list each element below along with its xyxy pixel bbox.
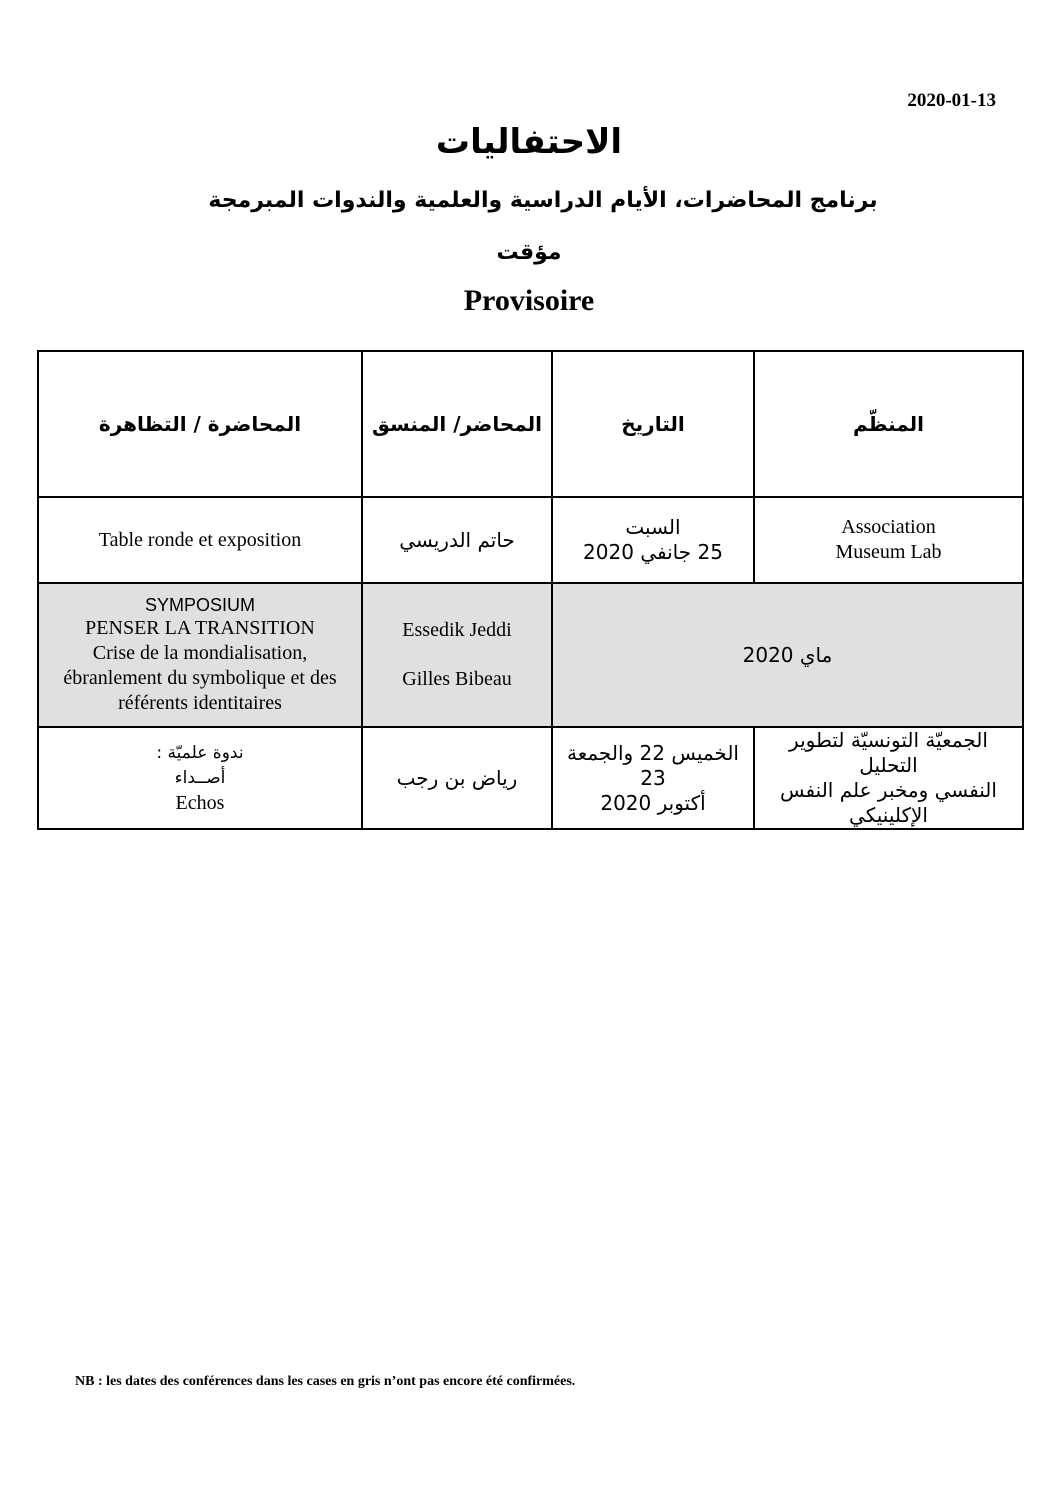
- header-date: التاريخ: [552, 351, 754, 497]
- speaker-name: Gilles Bibeau: [402, 668, 512, 690]
- organizer-line: Association: [841, 516, 936, 538]
- event-line: PENSER LA TRANSITION: [85, 617, 315, 639]
- document-date: 2020-01-13: [907, 90, 996, 111]
- organizer-line: النفسي ومخبر علم النفس: [780, 778, 997, 802]
- event-line: Crise de la mondialisation,: [92, 642, 308, 664]
- date-cell: [552, 727, 754, 829]
- speaker-name: رياض بن رجب: [396, 765, 518, 790]
- temporary-label-ar: مؤقت: [496, 240, 562, 265]
- speaker-cell: [362, 497, 552, 583]
- organizer-line: الإكلينيكي: [849, 803, 928, 827]
- date-cell: [552, 497, 754, 583]
- date-day: الخميس 22 والجمعة 23: [567, 740, 739, 790]
- program-table: [37, 350, 1024, 830]
- speaker-name: حاتم الدريسي: [399, 527, 515, 552]
- date-full: ماي 2020: [742, 642, 833, 667]
- speaker-name: Essedik Jeddi: [402, 619, 512, 641]
- event-cell: [38, 727, 362, 829]
- table-header-row: [38, 351, 1023, 497]
- header-organizer: المنظّم: [754, 351, 1023, 497]
- organizer-cell: [754, 497, 1023, 583]
- provisional-label: Provisoire: [463, 284, 595, 317]
- table-row: [38, 497, 1023, 583]
- organizer-cell: [754, 727, 1023, 829]
- date-day: السبت: [625, 515, 681, 539]
- event-text: Table ronde et exposition: [98, 528, 302, 551]
- organizer-line: Museum Lab: [835, 541, 942, 563]
- event-line: ébranlement du symbolique et des: [63, 667, 337, 689]
- page-title: الاحتفاليات: [435, 122, 623, 162]
- footnote: NB : les dates des conférences dans les cases en gris n’ont pas encore été confirmées.: [75, 1374, 576, 1389]
- event-line: ندوة علميّة :: [156, 742, 244, 763]
- event-line: référents identitaires: [118, 692, 282, 714]
- header-speaker: المحاضر/ المنسق: [362, 351, 552, 497]
- event-line: Echos: [175, 791, 225, 814]
- date-full: 25 جانفي 2020: [583, 540, 723, 564]
- header-event: المحاضرة / التظاهرة: [38, 351, 362, 497]
- event-title: SYMPOSIUM: [144, 595, 255, 615]
- event-line: أصــداء: [174, 767, 226, 788]
- speaker-cell: [362, 727, 552, 829]
- speaker-cell: [362, 583, 552, 727]
- event-cell: [38, 497, 362, 583]
- page-subtitle: برنامج المحاضرات، الأيام الدراسية والعلمية والندوات المبرمجة: [208, 188, 878, 213]
- date-cell: [552, 583, 1023, 727]
- table-row-unconfirmed: [38, 583, 1023, 727]
- table-row: [38, 727, 1023, 829]
- event-cell: [38, 583, 362, 727]
- date-full: أكتوبر 2020: [600, 790, 706, 815]
- organizer-line: الجمعيّة التونسيّة لتطوير التحليل: [789, 728, 988, 777]
